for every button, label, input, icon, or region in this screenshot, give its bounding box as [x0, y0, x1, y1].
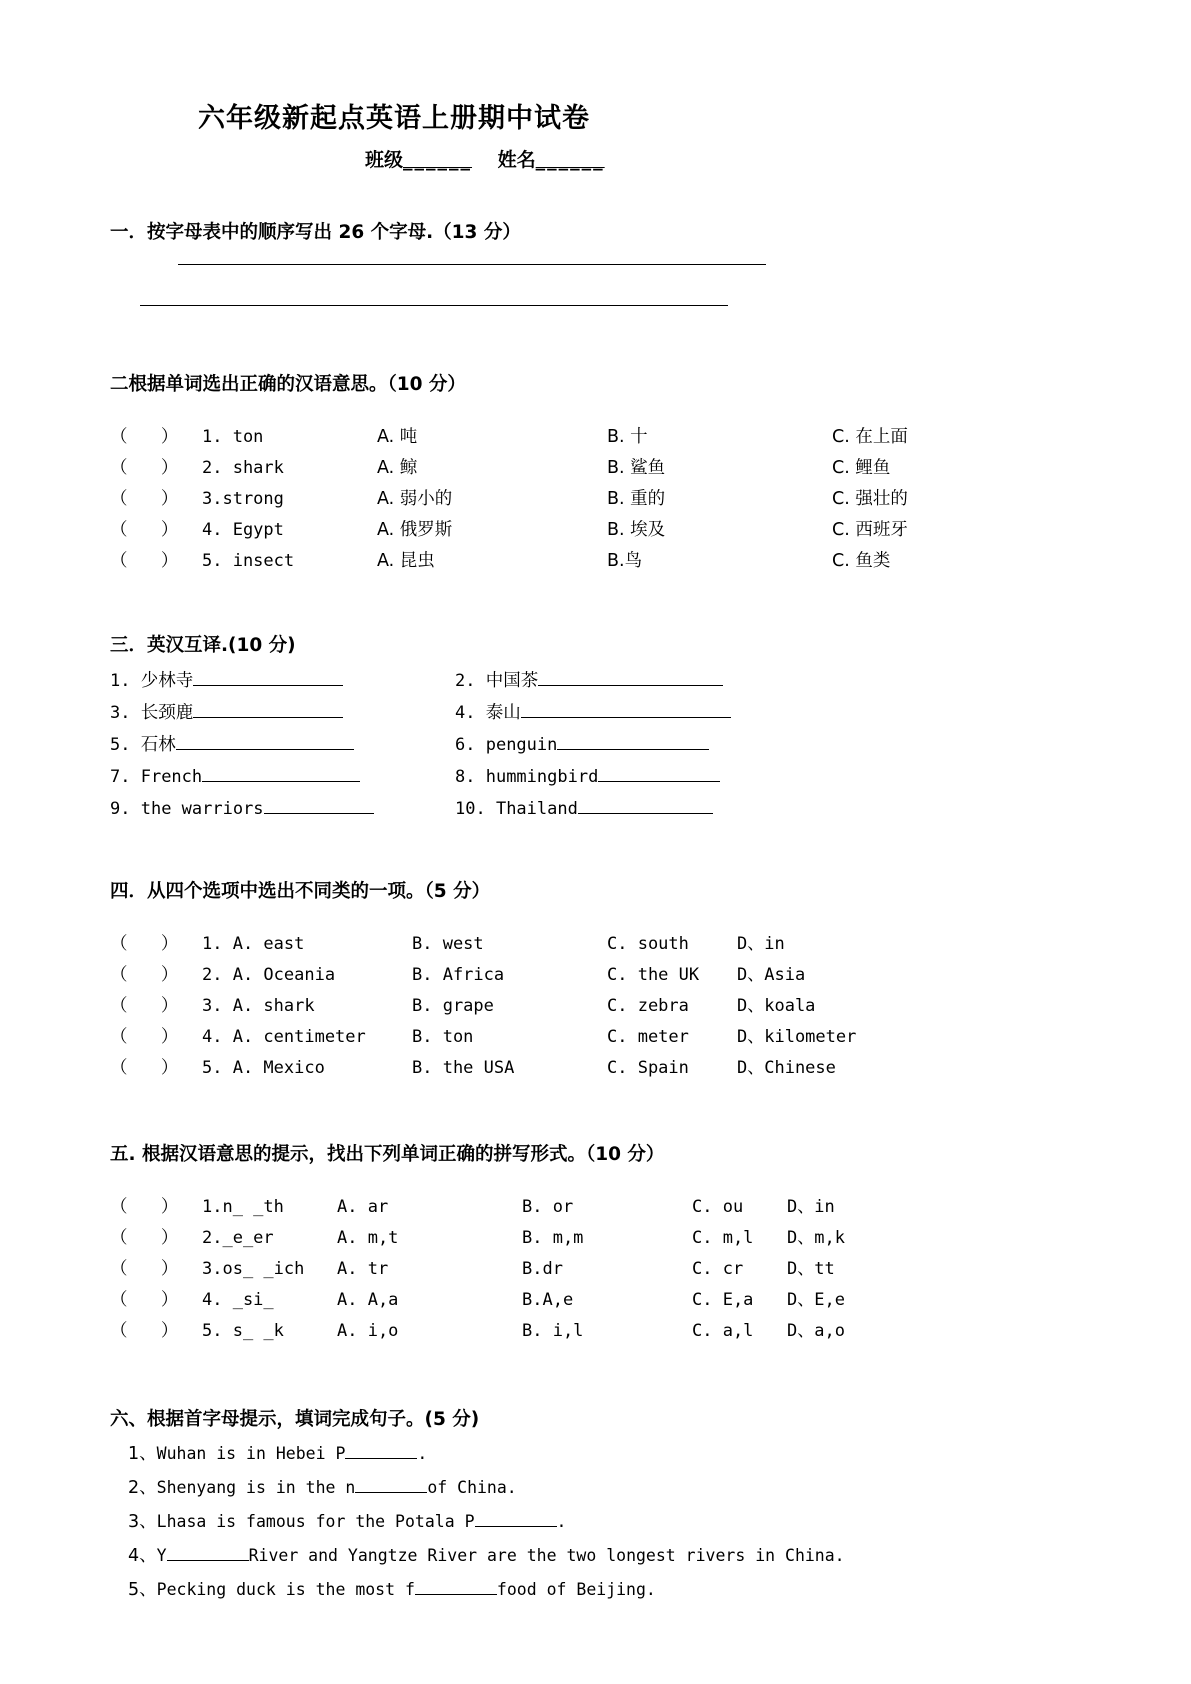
option-b[interactable]: B. 重的	[607, 489, 666, 509]
answer-bracket[interactable]: （ ）	[110, 965, 179, 985]
question-stem-option-a[interactable]: 2. A. Oceania	[202, 965, 336, 985]
translation-item	[110, 761, 455, 793]
answer-bracket[interactable]: （ ）	[110, 1228, 179, 1248]
option-d[interactable]: D、m,k	[787, 1228, 845, 1248]
answer-bracket[interactable]: （ ）	[110, 996, 179, 1016]
question-row	[110, 453, 1081, 484]
question-stem: 4. Egypt	[202, 520, 284, 540]
item-word: penguin	[485, 735, 558, 755]
option-d[interactable]: D、kilometer	[737, 1027, 857, 1047]
option-d[interactable]: D、koala	[737, 996, 816, 1016]
section-5-heading: 五. 根据汉语意思的提示，找出下列单词正确的拼写形式。（10 分）	[110, 1144, 665, 1165]
sentence-number: 2、	[128, 1478, 157, 1498]
answer-blank[interactable]	[578, 798, 713, 814]
answer-blank[interactable]	[521, 702, 731, 718]
option-d[interactable]: D、tt	[787, 1259, 835, 1279]
translation-item	[455, 697, 1081, 729]
option-c[interactable]: C. 西班牙	[832, 520, 908, 540]
item-number: 8.	[455, 767, 486, 787]
sentence-prefix: Wuhan is in Hebei P	[156, 1444, 346, 1463]
translation-item	[455, 729, 1081, 761]
option-a[interactable]: A. 昆虫	[377, 551, 435, 571]
option-c[interactable]: C. a,l	[692, 1321, 754, 1341]
option-a[interactable]: A. tr	[337, 1259, 389, 1279]
item-number: 4.	[455, 703, 486, 723]
question-row	[110, 1223, 1081, 1254]
question-row	[110, 1316, 1081, 1347]
answer-blank[interactable]	[176, 734, 354, 750]
option-c[interactable]: C. E,a	[692, 1290, 754, 1310]
question-stem-option-a[interactable]: 4. A. centimeter	[202, 1027, 366, 1047]
answer-bracket[interactable]: （ ）	[110, 1058, 179, 1078]
option-a[interactable]: A. 吨	[377, 427, 418, 447]
item-number: 1.	[110, 671, 141, 691]
fill-in-sentence	[128, 1573, 1081, 1607]
question-stem: 2. shark	[202, 458, 284, 478]
section-4-question-list	[110, 929, 1081, 1084]
section-1-heading: 一．按字母表中的顺序写出 26 个字母.（13 分）	[110, 222, 521, 243]
answer-bracket[interactable]: （ ）	[110, 1027, 179, 1047]
answer-blank[interactable]	[538, 670, 723, 686]
answer-bracket[interactable]: （ ）	[110, 551, 179, 571]
option-b[interactable]: B. or	[522, 1197, 574, 1217]
translation-item	[455, 793, 1081, 825]
section-6-heading: 六、根据首字母提示，填词完成句子。(5 分)	[110, 1409, 480, 1430]
option-d[interactable]: D、Chinese	[737, 1058, 836, 1078]
question-row	[110, 515, 1081, 546]
option-d[interactable]: D、E,e	[787, 1290, 845, 1310]
question-stem: 2._e_er	[202, 1228, 274, 1248]
option-c[interactable]: C. m,l	[692, 1228, 754, 1248]
question-stem: 1. ton	[202, 427, 264, 447]
option-c[interactable]: C. the UK	[607, 965, 700, 985]
section-3-heading: 三．英汉互译.(10 分)	[110, 635, 296, 656]
answer-blank[interactable]	[167, 1546, 249, 1561]
item-number: 6.	[455, 735, 486, 755]
section-1-answer-area[interactable]	[110, 264, 1081, 306]
item-word: 少林寺	[140, 671, 194, 691]
answer-bracket[interactable]: （ ）	[110, 1259, 179, 1279]
translation-item	[455, 761, 1081, 793]
answer-blank[interactable]	[557, 734, 709, 750]
question-row	[110, 422, 1081, 453]
option-b[interactable]: B. 埃及	[607, 520, 666, 540]
class-blank[interactable]: ______	[403, 149, 473, 171]
sentence-suffix: .	[556, 1512, 567, 1531]
option-a[interactable]: A. A,a	[337, 1290, 399, 1310]
answer-line[interactable]	[140, 305, 728, 306]
option-c[interactable]: C. 强壮的	[832, 489, 908, 509]
option-c[interactable]: C. south	[607, 934, 689, 954]
option-b[interactable]: B. 鲨鱼	[607, 458, 666, 478]
option-c[interactable]: C. 鱼类	[832, 551, 891, 571]
option-a[interactable]: A. ar	[337, 1197, 389, 1217]
option-a[interactable]: A. m,t	[337, 1228, 399, 1248]
answer-bracket[interactable]: （ ）	[110, 458, 179, 478]
section-4-heading: 四．从四个选项中选出不同类的一项。（5 分）	[110, 881, 491, 902]
fill-in-sentence	[128, 1437, 1081, 1471]
question-row	[110, 484, 1081, 515]
option-a[interactable]: A. 俄罗斯	[377, 520, 453, 540]
section-2-question-list	[110, 422, 1081, 577]
paper-header	[110, 0, 1081, 172]
student-info-line	[365, 145, 1081, 172]
option-b[interactable]: B.dr	[522, 1259, 563, 1279]
answer-bracket[interactable]: （ ）	[110, 1290, 179, 1310]
question-stem: 5. s_ _k	[202, 1321, 284, 1341]
option-c[interactable]: C. cr	[692, 1259, 744, 1279]
class-label: 班级	[365, 149, 404, 171]
sentence-prefix: Pecking duck is the most f	[156, 1580, 415, 1599]
item-word: the warriors	[140, 799, 264, 819]
option-c[interactable]: C. Spain	[607, 1058, 689, 1078]
answer-bracket[interactable]: （ ）	[110, 1321, 179, 1341]
option-d[interactable]: D、in	[787, 1197, 835, 1217]
question-row	[110, 1192, 1081, 1223]
answer-bracket[interactable]: （ ）	[110, 489, 179, 509]
sentence-prefix: Lhasa is famous for the Potala P	[156, 1512, 475, 1531]
translation-item	[110, 793, 455, 825]
option-c[interactable]: C. 在上面	[832, 427, 908, 447]
answer-blank[interactable]	[264, 798, 374, 814]
question-stem-option-a[interactable]: 5. A. Mexico	[202, 1058, 325, 1078]
question-stem: 1.n_ _th	[202, 1197, 284, 1217]
answer-blank[interactable]	[193, 670, 343, 686]
item-word: hummingbird	[485, 767, 599, 787]
answer-bracket[interactable]: （ ）	[110, 427, 179, 447]
option-b[interactable]: B.A,e	[522, 1290, 574, 1310]
sentence-suffix: .	[417, 1444, 428, 1463]
option-c[interactable]: C. zebra	[607, 996, 689, 1016]
option-a[interactable]: A. 弱小的	[377, 489, 453, 509]
translation-item	[455, 665, 1081, 697]
sentence-suffix: food of Beijing.	[496, 1580, 656, 1599]
answer-bracket[interactable]: （ ）	[110, 520, 179, 540]
option-a[interactable]: A. 鲸	[377, 458, 418, 478]
sentence-number: 5、	[128, 1580, 157, 1600]
option-b[interactable]: B. m,m	[522, 1228, 584, 1248]
question-stem-option-a[interactable]: 3. A. shark	[202, 996, 315, 1016]
answer-blank[interactable]	[193, 702, 343, 718]
option-a[interactable]: A. i,o	[337, 1321, 399, 1341]
section-3-translation-grid	[110, 665, 1081, 825]
sentence-number: 1、	[128, 1444, 157, 1464]
option-b[interactable]: B. west	[412, 934, 484, 954]
item-number: 5.	[110, 735, 141, 755]
option-b[interactable]: B. 十	[607, 427, 648, 447]
option-b[interactable]: B. ton	[412, 1027, 474, 1047]
name-label: 姓名	[497, 149, 536, 171]
question-row	[110, 1254, 1081, 1285]
question-row	[110, 1022, 1081, 1053]
sentence-prefix: Y	[156, 1546, 167, 1565]
item-word: 长颈鹿	[140, 703, 194, 723]
translation-item	[110, 697, 455, 729]
item-word: 石林	[140, 735, 176, 755]
answer-blank[interactable]	[355, 1478, 427, 1493]
fill-in-sentence	[128, 1471, 1081, 1505]
fill-in-sentence	[128, 1539, 1081, 1573]
sentence-suffix: River and Yangtze River are the two longest rivers in China.	[248, 1546, 845, 1565]
question-row	[110, 929, 1081, 960]
spacer	[472, 149, 498, 171]
section-6-sentence-list	[110, 1437, 1081, 1607]
answer-blank[interactable]	[475, 1512, 557, 1527]
option-b[interactable]: B. Africa	[412, 965, 505, 985]
fill-in-sentence	[128, 1505, 1081, 1539]
option-b[interactable]: B. i,l	[522, 1321, 584, 1341]
option-b[interactable]: B. the USA	[412, 1058, 515, 1078]
section-2-heading: 二根据单词选出正确的汉语意思。（10 分）	[110, 374, 466, 395]
sentence-prefix: Shenyang is in the n	[156, 1478, 356, 1497]
item-word: French	[140, 767, 203, 787]
answer-blank[interactable]	[202, 766, 360, 782]
question-stem: 3.os_ _ich	[202, 1259, 305, 1279]
answer-blank[interactable]	[598, 766, 720, 782]
answer-blank[interactable]	[415, 1580, 497, 1595]
answer-line[interactable]	[178, 264, 766, 265]
sentence-number: 4、	[128, 1546, 157, 1566]
option-d[interactable]: D、a,o	[787, 1321, 845, 1341]
item-number: 10.	[455, 799, 496, 819]
item-word: Thailand	[495, 799, 578, 819]
question-row	[110, 1053, 1081, 1084]
question-stem: 4. _si_	[202, 1290, 274, 1310]
answer-bracket[interactable]: （ ）	[110, 934, 179, 954]
option-b[interactable]: B.鸟	[607, 551, 643, 571]
answer-blank[interactable]	[345, 1444, 417, 1459]
question-stem: 5. insect	[202, 551, 295, 571]
answer-bracket[interactable]: （ ）	[110, 1197, 179, 1217]
question-stem-option-a[interactable]: 1. A. east	[202, 934, 305, 954]
question-row	[110, 1285, 1081, 1316]
option-d[interactable]: D、in	[737, 934, 785, 954]
item-number: 2.	[455, 671, 486, 691]
section-5-question-list	[110, 1192, 1081, 1347]
translation-item	[110, 729, 455, 761]
option-c[interactable]: C. 鲤鱼	[832, 458, 891, 478]
item-word: 泰山	[485, 703, 521, 723]
question-row	[110, 960, 1081, 991]
item-number: 9.	[110, 799, 141, 819]
question-row	[110, 991, 1081, 1022]
sentence-number: 3、	[128, 1512, 157, 1532]
option-c[interactable]: C. meter	[607, 1027, 689, 1047]
option-c[interactable]: C. ou	[692, 1197, 744, 1217]
option-d[interactable]: D、Asia	[737, 965, 806, 985]
item-number: 7.	[110, 767, 141, 787]
name-blank[interactable]: ______	[535, 149, 605, 171]
item-number: 3.	[110, 703, 141, 723]
question-row	[110, 546, 1081, 577]
question-stem: 3.strong	[202, 489, 284, 509]
page-title: 六年级新起点英语上册期中试卷	[198, 103, 590, 134]
item-word: 中国茶	[485, 671, 539, 691]
translation-item	[110, 665, 455, 697]
sentence-suffix: of China.	[427, 1478, 517, 1497]
option-b[interactable]: B. grape	[412, 996, 494, 1016]
